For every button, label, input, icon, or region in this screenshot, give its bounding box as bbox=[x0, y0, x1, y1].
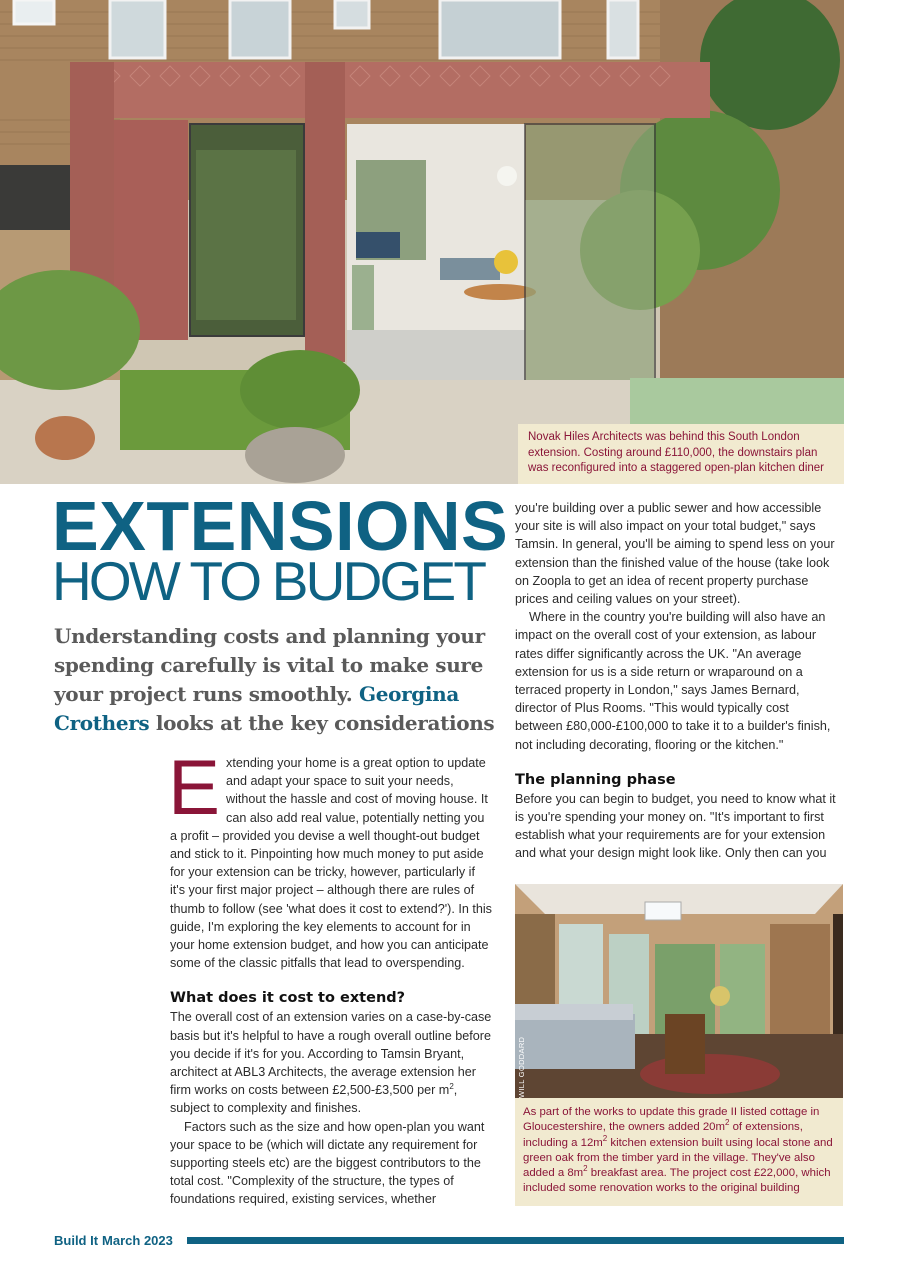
standfirst-tail: looks at the key considerations bbox=[155, 711, 495, 735]
cottage-caption-part-4: breakfast area. The project cost £22,000, which included some renovation works to the original building bbox=[523, 1167, 831, 1195]
cost-paragraph-1-tail: , subject to complexity and finishes. bbox=[170, 1083, 458, 1116]
squared-superscript: 2 bbox=[724, 1118, 730, 1128]
squared-superscript: 2 bbox=[583, 1164, 588, 1174]
intro-text: xtending your home is a great option to update and adapt your space to suit your needs, without the hassle and cost of moving house. It can also add real value, potentially netting you a profit – provided you devise a well thought-out budget and stick to it. Pinpointing how much money to put aside for your extension can be tricky, however, particularly if it's your first major project – although there are rules of thumb to follow (see 'what does it cost to extend?'). In this guide, I'm exploring the key elements to account for in your home extension budget, and how you can anticipate some of the classic pitfalls that lead to overspending. bbox=[170, 756, 492, 971]
cottage-caption-part-1: As part of the works to update this grade II listed cottage in Gloucestershire, the owners added 20m bbox=[523, 1106, 820, 1134]
author-name: Georgina Crothers bbox=[54, 682, 459, 735]
col2-paragraph-2: Where in the country you're building will also have an impact on the overall cost of your extension, as labour rates differ significantly across the UK. "An average extension for us is a side return or wraparound on a terraced property in London," says James Bernard, director of Plus Rooms. "This would typically cost between £80,000-£100,000 to take it to a builder's finish, not including decorating, flooring or the kitchen." bbox=[515, 610, 831, 752]
issue-date: March 2023 bbox=[102, 1232, 173, 1248]
headline-how-to-budget: HOW TO BUDGET bbox=[52, 550, 485, 612]
cost-paragraph-1 bbox=[170, 1008, 493, 1117]
body-column-1 bbox=[168, 743, 493, 1209]
cottage-interior-illustration bbox=[515, 884, 843, 1098]
section-heading-cost: What does it cost to extend? bbox=[170, 990, 406, 1007]
standfirst-text: Understanding costs and planning your spending carefully is vital to make sure your project runs smoothly. bbox=[54, 624, 485, 706]
headline-extensions: EXTENSIONS bbox=[52, 487, 509, 565]
cost-paragraph-1-text: The overall cost of an extension varies on a case-by-case basis but it's helpful to have a rough overall outline before you decide if it's for you. According to Tamsin Bryant, architect at ABL3 Architects, the average extension her firm works on costs between £2,500-£3,500 per m bbox=[170, 1010, 492, 1098]
cottage-caption-part-3: kitchen extension built using local stone and green oak from the timber yard in the village. They've also added a 8m bbox=[523, 1136, 833, 1180]
hero-photo bbox=[0, 0, 844, 484]
cottage-caption-part-2: of extensions, including a 12m bbox=[523, 1121, 803, 1149]
photo-credit: WILL GODDARD bbox=[517, 1036, 526, 1098]
cost-paragraph-2: Factors such as the size and how open-plan you want your space to be (which will dictate any requirement for supporting steels etc) are the biggest contributors to the total cost. "Complexity of the structure, the types of foundations required, existing services, whether bbox=[170, 1119, 485, 1207]
standfirst bbox=[54, 622, 504, 738]
cottage-interior-photo bbox=[515, 884, 843, 1098]
section-heading-planning: The planning phase bbox=[515, 771, 676, 788]
magazine-name: Build It bbox=[54, 1232, 99, 1248]
col2-paragraph-1: you're building over a public sewer and how accessible your site is will also impact on your total budget," says Tamsin. In general, you'll be aiming to spend less on your extension than the finished value of the house (take look on Zoopla to get an idea of recent property purchase prices and ceiling values on your street). bbox=[515, 501, 835, 607]
extension-exterior-illustration bbox=[0, 0, 844, 484]
hero-caption: Novak Hiles Architects was behind this South London extension. Costing around £110,000, the downstairs plan was reconfigured into a staggered open-plan kitchen diner bbox=[518, 424, 844, 484]
drop-cap: E bbox=[168, 743, 221, 831]
planning-paragraph: Before you can begin to budget, you need to know what it is you're spending your money on. "It's important to first establish what your requirements are for your extension and what your design might look like. Only then can you bbox=[515, 791, 836, 861]
intro-paragraph bbox=[168, 743, 493, 972]
squared-superscript: 2 bbox=[449, 1082, 454, 1092]
squared-superscript: 2 bbox=[602, 1133, 608, 1143]
body-column-2 bbox=[515, 499, 840, 863]
page-footer bbox=[54, 1232, 173, 1248]
cottage-caption bbox=[515, 1098, 843, 1206]
footer-rule bbox=[187, 1237, 844, 1244]
